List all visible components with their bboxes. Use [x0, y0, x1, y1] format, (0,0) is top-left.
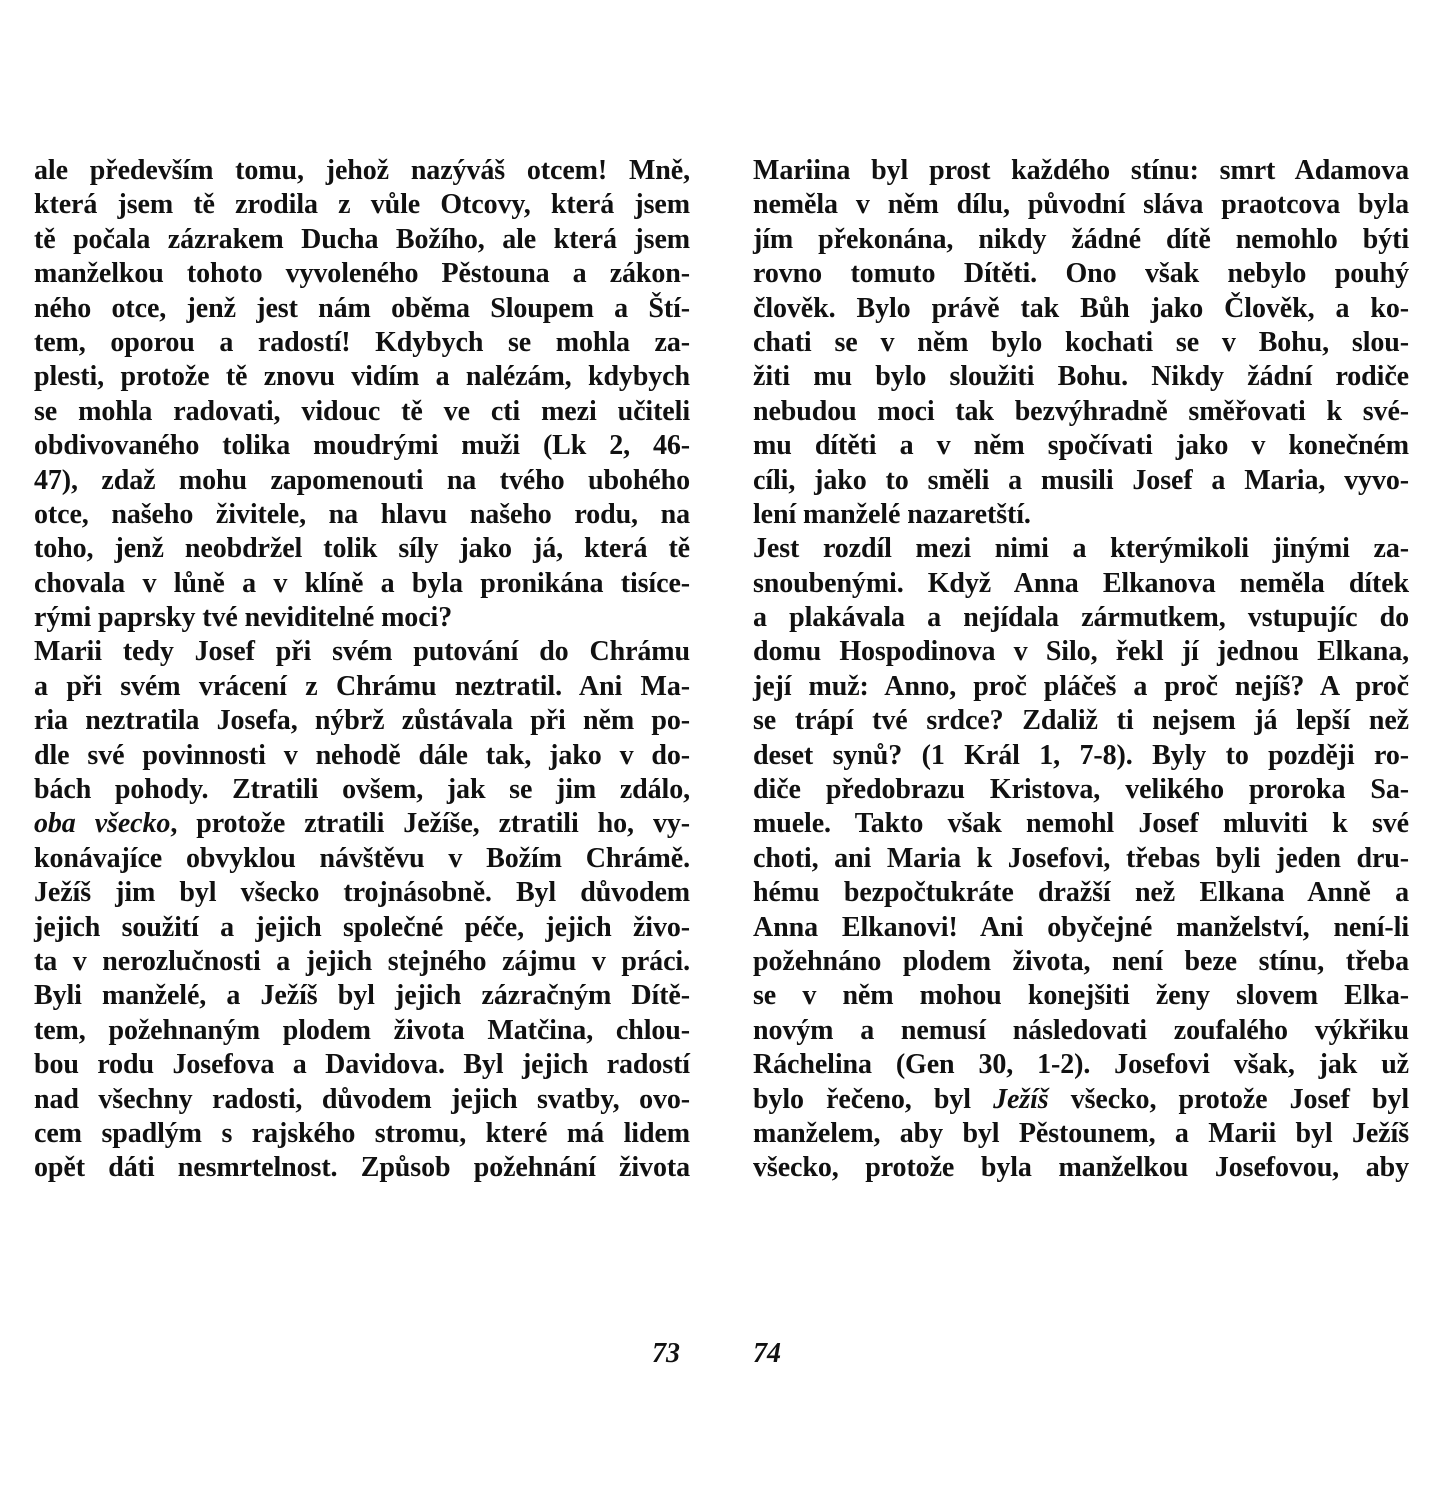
- text-line: dle své povinnosti v nehodě dále tak, jako v do-: [34, 739, 690, 771]
- text-line: nad všechny radosti, důvodem jejich svatby, ovo-: [34, 1083, 690, 1115]
- text-line: Byli manželé, a Ježíš byl jejich zázračným Dítě-: [34, 980, 690, 1012]
- text-line: její muž: Anno, proč pláčeš a proč nejíš? A proč: [753, 670, 1409, 702]
- text-fragment: , protože ztratili Ježíše, ztratili ho, vy-: [170, 808, 690, 840]
- emphasized-text: Ježíš: [993, 1083, 1049, 1115]
- text-line: ta v nerozlučnosti a jejich stejného zájmu v práci.: [34, 945, 690, 977]
- text-line: chati se v něm bylo kochati se v Bohu, slou-: [753, 326, 1409, 358]
- text-line: mu dítěti a v něm spočívati jako v konečném: [753, 430, 1409, 462]
- text-line: hému bezpočtukráte dražší než Elkana Anně a: [753, 877, 1409, 909]
- text-line: choti, ani Maria k Josefovi, třebas byli jeden dru-: [753, 842, 1409, 874]
- left-page-number: 73: [652, 1338, 680, 1369]
- text-line: manželkou tohoto vyvoleného Pěstouna a zákon-: [34, 258, 690, 290]
- text-line: toho, jenž neobdržel tolik síly jako já, která tě: [34, 533, 690, 565]
- text-line: Ježíš jim byl všecko trojnásobně. Byl důvodem: [34, 877, 690, 909]
- text-line: lení manželé nazaretští.: [753, 498, 1031, 530]
- right-page-text: [753, 154, 1409, 1186]
- text-line: bách pohody. Ztratili ovšem, jak se jim zdálo,: [34, 774, 690, 806]
- text-line: se trápí tvé srdce? Zdaliž ti nejsem já lepší než: [753, 705, 1409, 737]
- text-line: [34, 807, 690, 841]
- text-line: tem, oporou a radostí! Kdybych se mohla za-: [34, 326, 690, 358]
- text-line: bou rodu Josefova a Davidova. Byl jejich radostí: [34, 1049, 690, 1081]
- text-line: rovno tomuto Dítěti. Ono však nebylo pouhý: [753, 258, 1409, 290]
- text-line: muele. Takto však nemohl Josef mluviti k své: [753, 808, 1409, 840]
- text-line: se v něm mohou konejšiti ženy slovem Elka-: [753, 980, 1409, 1012]
- text-line: Mariina byl prost každého stínu: smrt Adamova: [753, 155, 1409, 186]
- text-line: Jest rozdíl mezi nimi a kterýmikoli jinými za-: [753, 533, 1409, 565]
- text-line: všecko, protože byla manželkou Josefovou, aby: [753, 1152, 1409, 1184]
- text-line: [753, 1083, 1409, 1117]
- text-line: ale především tomu, jehož nazýváš otcem! Mně,: [34, 155, 690, 186]
- text-line: Marii tedy Josef při svém putování do Chrámu: [34, 636, 690, 668]
- text-line: manželem, aby byl Pěstounem, a Marii byl Ježíš: [753, 1117, 1409, 1149]
- text-line: která jsem tě zrodila z vůle Otcovy, která jsem: [34, 189, 690, 221]
- text-line: cíli, jako to směli a musili Josef a Maria, vyvo-: [753, 464, 1409, 496]
- text-line: novým a nemusí následovati zoufalého výkřiku: [753, 1014, 1409, 1046]
- text-line: tě počala zázrakem Ducha Božího, ale která jsem: [34, 223, 690, 255]
- text-line: jejich soužití a jejich společné péče, jejich živo-: [34, 911, 690, 943]
- text-line: domu Hospodinova v Silo, řekl jí jednou Elkana,: [753, 636, 1409, 668]
- text-line: žiti mu bylo sloužiti Bohu. Nikdy žádní rodiče: [753, 361, 1409, 393]
- text-line: Ráchelina (Gen 30, 1-2). Josefovi však, jak už: [753, 1049, 1409, 1081]
- text-line: člověk. Bylo právě tak Bůh jako Člověk, a ko-: [753, 292, 1409, 324]
- text-line: požehnáno plodem života, není beze stínu, třeba: [753, 945, 1409, 977]
- text-line: Anna Elkanovi! Ani obyčejné manželství, není-li: [753, 911, 1409, 943]
- text-line: chovala v lůně a v klíně a byla pronikána tisíce-: [34, 567, 690, 599]
- text-line: konávajíce obvyklou návštěvu v Božím Chrámě.: [34, 842, 690, 874]
- text-line: neměla v něm dílu, původní sláva praotcova byla: [753, 189, 1409, 221]
- text-line: a plakávala a nejídala zármutkem, vstupujíc do: [753, 602, 1409, 634]
- text-fragment: všecko, protože Josef byl: [1048, 1083, 1409, 1115]
- text-line: opět dáti nesmrtelnost. Způsob požehnání života: [34, 1152, 690, 1184]
- right-page-number: 74: [753, 1338, 781, 1369]
- text-line: cem spadlým s rajského stromu, které má lidem: [34, 1117, 690, 1149]
- text-line: tem, požehnaným plodem života Matčina, chlou-: [34, 1014, 690, 1046]
- text-line: nebudou moci tak bezvýhradně směřovati k své-: [753, 395, 1409, 427]
- text-line: diče předobrazu Kristova, velikého proroka Sa-: [753, 774, 1409, 806]
- text-line: 47), zdaž mohu zapomenouti na tvého ubohého: [34, 464, 690, 496]
- text-fragment: bylo řečeno, byl: [753, 1083, 994, 1115]
- text-line: otce, našeho živitele, na hlavu našeho rodu, na: [34, 498, 690, 530]
- emphasized-text: oba všecko: [34, 808, 171, 840]
- left-page-text: [34, 154, 690, 1186]
- text-line: obdivovaného tolika moudrými muži (Lk 2, 46-: [34, 430, 690, 462]
- text-line: plesti, protože tě znovu vidím a nalézám, kdybych: [34, 361, 690, 393]
- text-line: ného otce, jenž jest nám oběma Sloupem a Ští-: [34, 292, 690, 324]
- text-line: jím překonána, nikdy žádné dítě nemohlo býti: [753, 223, 1409, 255]
- text-line: ria neztratila Josefa, nýbrž zůstávala při něm po-: [34, 705, 690, 737]
- text-line: rými paprsky tvé neviditelné moci?: [34, 602, 453, 634]
- text-line: deset synů? (1 Král 1, 7-8). Byly to později ro-: [753, 739, 1409, 771]
- text-line: snoubenými. Když Anna Elkanova neměla dítek: [753, 567, 1409, 599]
- text-line: a při svém vrácení z Chrámu neztratil. Ani Ma-: [34, 670, 690, 702]
- text-line: se mohla radovati, vidouc tě ve cti mezi učiteli: [34, 395, 690, 427]
